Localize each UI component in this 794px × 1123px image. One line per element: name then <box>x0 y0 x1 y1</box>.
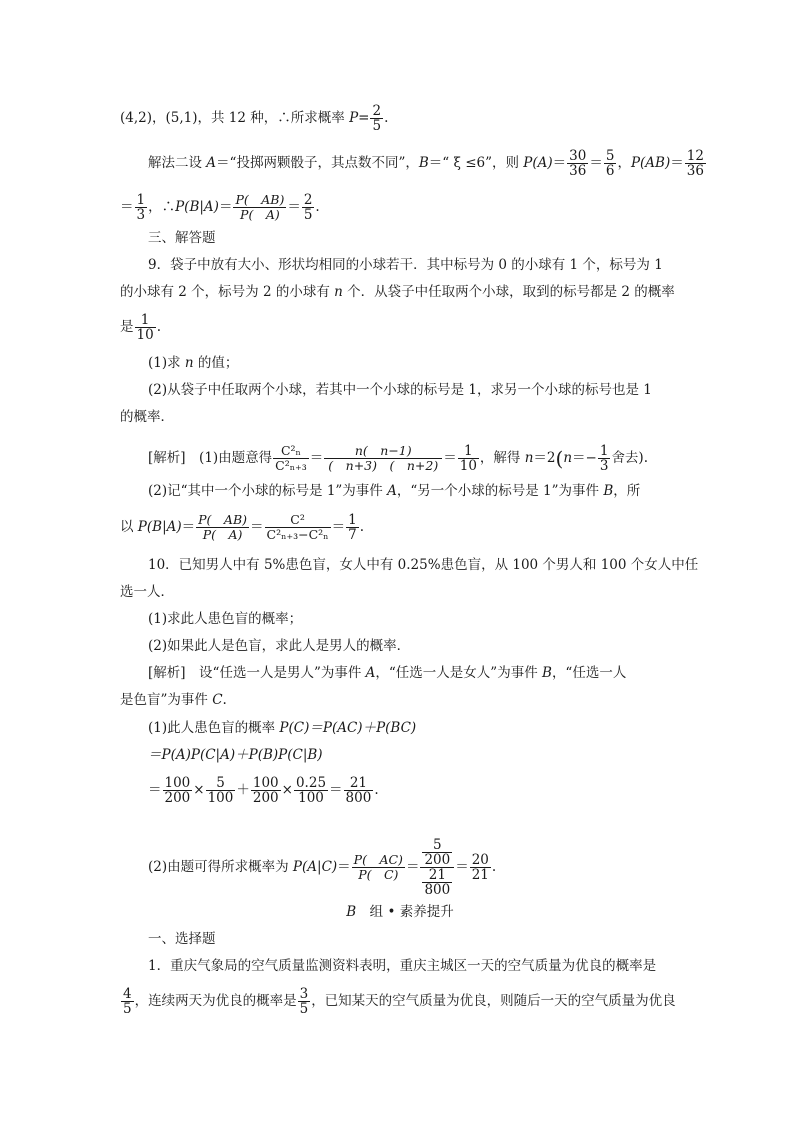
fraction <box>346 513 359 542</box>
text: ＝ <box>589 155 603 171</box>
denominator: 36 <box>569 163 587 179</box>
denominator: C²ₙ₊₃−C²ₙ <box>266 527 329 542</box>
text: 的小球有 2 个，标号为 2 的小球有 <box>120 284 335 300</box>
expr: P(B|A) <box>137 519 182 535</box>
text: ＝ <box>120 199 134 215</box>
denominator: 5 <box>299 1001 309 1017</box>
q1-line-2 <box>120 987 680 1016</box>
text: ，所 <box>613 483 641 499</box>
denominator: 36 <box>686 163 704 179</box>
fraction <box>298 987 311 1016</box>
expr: ＝P(A)P(C|A)＋P(B)P(C|B) <box>148 747 323 763</box>
expr: P(AB) <box>630 155 671 171</box>
q9-sub-2: (2)从袋子中任取两个小球，若其中一个小球的标号是 1，求另一个小球的标号也是 1 <box>148 382 652 398</box>
fraction <box>422 868 452 897</box>
numerator: 5 <box>605 148 615 164</box>
text: . <box>384 110 389 126</box>
text: ＝“ ξ ≤6”，则 <box>428 155 524 171</box>
numerator: 30 <box>569 148 587 164</box>
method-two-line <box>148 148 704 179</box>
text: ＝2 <box>533 450 556 466</box>
compound-denominator <box>420 868 454 897</box>
numerator: 1 <box>458 444 479 459</box>
expr: P(C)＝P(AC)＋P(BC) <box>279 720 417 736</box>
text: 个．从袋子中任取两个小球，取到的标号都是 2 的概率 <box>342 284 675 300</box>
text: 解法二设 <box>148 155 207 171</box>
fraction <box>458 444 479 473</box>
fraction <box>324 444 442 473</box>
text: ＝ <box>309 450 324 466</box>
text: 是 <box>120 319 134 335</box>
text: ，连续两天为优良的概率是 <box>134 993 297 1009</box>
text: ，“任选一人 <box>551 665 627 681</box>
fraction <box>135 313 156 342</box>
text: × <box>281 782 293 798</box>
text: 组 • 素养提升 <box>356 904 454 920</box>
fraction <box>344 776 374 805</box>
var-n: n <box>563 450 573 466</box>
fraction <box>685 149 706 178</box>
denominator: 5 <box>303 207 313 223</box>
text: (1)求 <box>148 355 185 371</box>
var: C <box>212 692 223 708</box>
text: ，“另一个小球的标号是 1”为事件 <box>396 483 604 499</box>
fraction <box>196 513 249 542</box>
denominator: ( n+3) ( n+2) <box>328 458 439 473</box>
fraction <box>470 853 491 882</box>
text: ＝ <box>337 859 351 875</box>
denominator: P( C) <box>358 867 399 882</box>
q10-sub-2: (2)如果此人是色盲，求此人是男人的概率． <box>148 638 411 654</box>
denominator: 200 <box>164 790 191 806</box>
fraction <box>135 193 148 222</box>
denominator: P( A) <box>202 527 243 542</box>
denominator: 800 <box>424 882 451 898</box>
text: ＝ <box>329 782 343 798</box>
denominator: 21 <box>471 867 489 883</box>
var-n: n <box>184 355 194 371</box>
text: (2)由题可得所求概率为 <box>148 859 293 875</box>
denominator: 100 <box>207 790 234 806</box>
expr: P(B|A) <box>175 199 219 215</box>
a9-line-1 <box>148 444 680 473</box>
var: A <box>365 665 376 681</box>
compound-fraction <box>420 838 454 897</box>
numerator: 100 <box>252 775 279 791</box>
method-two-continuation <box>120 193 680 222</box>
denominator: P( A) <box>240 207 280 222</box>
a9-line-3 <box>120 513 680 542</box>
denominator: 5 <box>372 118 382 134</box>
text: ，∴ <box>148 199 176 215</box>
group-letter: B <box>346 904 357 920</box>
text: ＝ <box>331 519 346 535</box>
text: ＝ <box>148 782 162 798</box>
numerator: n( n−1) <box>324 444 442 459</box>
text: (2)记“其中一个小球的标号是 1”为事件 <box>148 483 388 499</box>
numerator: 1 <box>136 192 146 208</box>
q1-line-1: 1．重庆气象局的空气质量监测资料表明，重庆主城区一天的空气质量为优良的概率是 <box>148 958 657 974</box>
var-n: n <box>524 450 534 466</box>
text: ＝ <box>287 199 301 215</box>
solution-line-1 <box>120 104 680 133</box>
fraction <box>302 193 315 222</box>
text: ＝ <box>218 199 233 215</box>
text: ＝“投掷两颗骰子，其点数不同”， <box>216 155 419 171</box>
denominator: 200 <box>424 852 451 868</box>
numerator: 20 <box>471 852 489 868</box>
numerator: C² <box>265 513 331 528</box>
numerator: 1 <box>599 443 609 459</box>
q10-sub-1: (1)求此人患色盲的概率； <box>148 611 303 627</box>
fraction <box>352 853 405 882</box>
text: . <box>156 319 161 335</box>
var: B <box>418 155 429 171</box>
text: 以 <box>120 519 138 535</box>
text: ＝ <box>443 450 457 466</box>
text: ＝ <box>250 519 264 535</box>
q10-line-1: 10．已知男人中有 5%患色盲，女人中有 0.25%患色盲，从 100 个男人和 100 个女人中任 <box>148 557 699 573</box>
fraction <box>294 776 328 805</box>
text: ＝ <box>670 155 684 171</box>
denominator: 10 <box>136 327 154 343</box>
text: (4,2)，(5,1)，共 12 种，∴所求概率 <box>120 110 350 126</box>
text: × <box>193 782 205 798</box>
text: = <box>358 110 370 126</box>
denominator: 10 <box>459 458 477 474</box>
text: . <box>359 519 364 535</box>
numerator: P( AC) <box>353 852 403 867</box>
var: A <box>206 155 217 171</box>
text: . <box>222 692 227 708</box>
analysis-tag: [解析] <box>148 665 186 681</box>
a10-line-3 <box>148 718 680 738</box>
text: 舍去) <box>611 450 644 466</box>
section-b-heading <box>120 902 680 922</box>
numerator: 1 <box>348 512 357 528</box>
numerator: 5 <box>422 838 452 853</box>
fraction <box>370 104 383 133</box>
text: ＝ <box>455 859 469 875</box>
var: B <box>542 665 552 681</box>
fraction <box>273 444 309 473</box>
var-n: n <box>334 284 343 300</box>
var: A <box>387 483 397 499</box>
denominator: 6 <box>605 163 615 179</box>
text: . <box>643 450 649 466</box>
fraction <box>163 776 193 805</box>
numerator: P( AB) <box>235 192 285 207</box>
numerator: 1 <box>135 313 156 328</box>
fraction <box>604 149 617 178</box>
numerator: 21 <box>422 868 452 883</box>
text: (1)此人患色盲的概率 <box>148 720 280 736</box>
denominator: 100 <box>298 790 324 806</box>
fraction <box>121 987 134 1016</box>
text: . <box>374 782 379 798</box>
q9-sub-1 <box>148 353 680 373</box>
text: ，解得 <box>479 450 525 466</box>
denominator: 800 <box>345 790 372 806</box>
text: ( <box>555 446 564 471</box>
expr: P(A|C) <box>292 859 338 875</box>
a10-line-5 <box>148 776 680 805</box>
numerator: 100 <box>164 775 191 791</box>
numerator: 5 <box>206 776 236 791</box>
text: 是色盲”为事件 <box>120 692 213 708</box>
a10-line-6 <box>148 838 680 897</box>
q9-sub-2-cont: 的概率． <box>120 409 174 425</box>
var: B <box>603 483 614 499</box>
numerator: C²ₙ <box>273 444 309 459</box>
a9-line-2 <box>148 481 680 501</box>
denominator: 5 <box>123 1001 132 1017</box>
text: 设“任选一人是男人”为事件 <box>185 665 366 681</box>
numerator: 0.25 <box>295 775 327 791</box>
denominator: 3 <box>136 207 146 223</box>
fraction <box>422 838 452 867</box>
text: . <box>315 199 320 215</box>
numerator: 21 <box>344 776 374 791</box>
a10-line-4 <box>148 745 680 765</box>
text: ＝ <box>405 859 420 875</box>
denominator: 3 <box>599 458 609 474</box>
denominator: 200 <box>252 790 279 806</box>
text: (1)由题意得 <box>185 450 273 466</box>
text: 的值； <box>193 355 239 371</box>
a10-line-1 <box>148 663 680 683</box>
numerator: P( AB) <box>198 512 248 527</box>
section-heading-answers: 三、解答题 <box>148 230 216 246</box>
q9-line-2 <box>120 282 680 302</box>
fraction <box>206 776 236 805</box>
analysis-tag: [解析] <box>148 450 186 466</box>
a10-line-2 <box>120 690 680 710</box>
q9-line-1: 9．袋子中放有大小、形状均相同的小球若干．其中标号为 0 的小球有 1 个，标号为 1 <box>148 257 663 273</box>
fraction <box>251 776 281 805</box>
text: . <box>491 859 497 875</box>
numerator: 2 <box>303 192 313 208</box>
numerator: 12 <box>686 148 704 164</box>
text: ，“任选一人是女人”为事件 <box>375 665 543 681</box>
section-heading-choice: 一、选择题 <box>148 931 216 947</box>
text: ＝− <box>572 450 597 466</box>
text: ＝ <box>552 155 567 171</box>
fraction <box>598 444 611 473</box>
numerator: 2 <box>372 103 382 119</box>
denominator: C²ₙ₊₃ <box>275 458 307 473</box>
q9-line-3 <box>120 313 680 342</box>
text: ＋ <box>236 782 250 798</box>
fraction <box>265 513 331 542</box>
q10-line-2: 选一人． <box>120 584 174 600</box>
expr: P(A) <box>523 155 553 171</box>
var-p: P <box>349 110 359 126</box>
numerator: 4 <box>123 986 132 1002</box>
compound-numerator <box>420 838 454 868</box>
denominator: 7 <box>348 527 357 543</box>
fraction <box>567 149 588 178</box>
text: ， <box>617 155 631 171</box>
text: ＝ <box>181 519 196 535</box>
fraction <box>233 193 286 222</box>
text: ，已知某天的空气质量为优良，则随后一天的空气质量为优良 <box>311 993 676 1009</box>
numerator: 3 <box>299 986 309 1002</box>
